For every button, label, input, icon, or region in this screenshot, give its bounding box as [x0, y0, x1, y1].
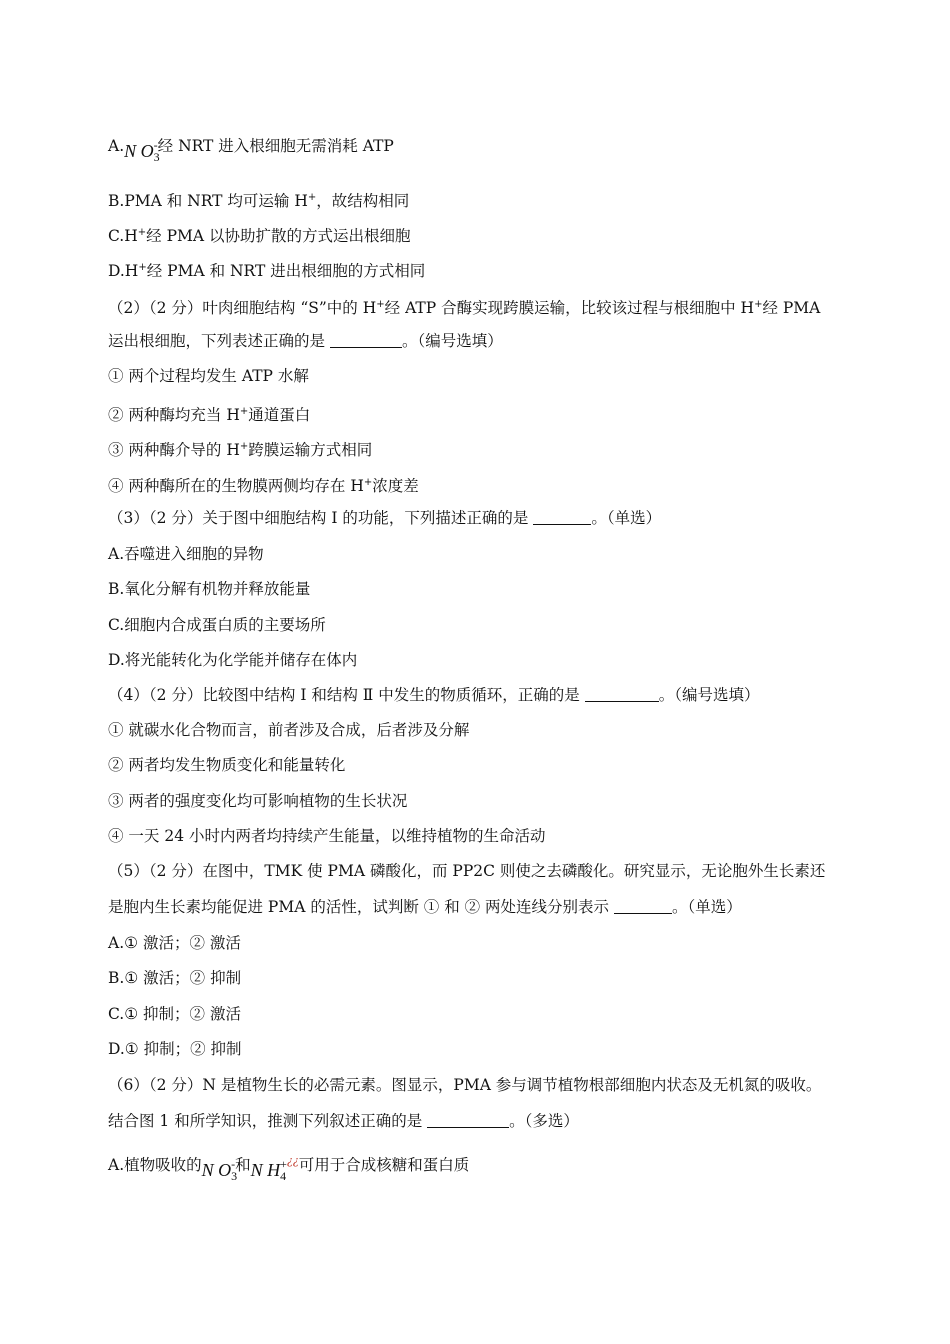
- formula-base: N O: [201, 1160, 232, 1180]
- q4-option-1: [108, 719, 469, 741]
- q2-stem-line2: [108, 330, 503, 352]
- q1-option-b: [108, 187, 409, 212]
- option-text: 和: [235, 1156, 251, 1174]
- option-text: C.H: [108, 227, 138, 245]
- option-text: A.① 激活；② 激活: [108, 934, 241, 952]
- q5-option-d: [108, 1038, 242, 1060]
- option-text: ④ 一天 24 小时内两者均持续产生能量，以维持植物的生命活动: [108, 827, 546, 845]
- option-text: 通道蛋白: [248, 406, 311, 424]
- garbled-glyph: ¿¿: [286, 1154, 299, 1167]
- formula-sup: -: [231, 1157, 236, 1171]
- option-label: A.: [108, 137, 125, 155]
- answer-blank[interactable]: [427, 1113, 509, 1128]
- option-text: D.H: [108, 262, 139, 280]
- q5-option-a: [108, 932, 241, 954]
- formula-sup: -: [153, 138, 158, 152]
- option-text: B.PMA 和 NRT 均可运输 H: [108, 192, 308, 210]
- stem-text: 是胞内生长素均能促进 PMA 的活性，试判断 ① 和 ② 两处连线分别表示: [108, 898, 610, 916]
- q6-stem-line1: [108, 1074, 821, 1096]
- q1-option-a: [108, 128, 394, 162]
- stem-text: （5）（2 分）在图中，TMK 使 PMA 磷酸化，而 PP2C 则使之去磷酸化。研究显示，无论胞外生长素还: [108, 862, 826, 880]
- formula-base: N O: [124, 141, 154, 161]
- stem-tail: 。（单选）: [591, 509, 662, 527]
- q2-option-1: [108, 365, 309, 387]
- superscript: +: [307, 192, 317, 203]
- q5-option-b: [108, 967, 241, 989]
- q3-option-a: [108, 543, 264, 565]
- formula-sub: 3: [153, 150, 160, 164]
- option-text: ，故结构相同: [316, 192, 410, 210]
- superscript: +: [754, 299, 763, 310]
- option-text: ③ 两种酶介导的 H: [108, 441, 240, 459]
- q1-option-d: [108, 257, 425, 282]
- q5-option-c: [108, 1003, 241, 1025]
- stem-tail: 。（编号选填）: [658, 686, 760, 704]
- option-text: B.氧化分解有机物并释放能量: [108, 580, 311, 598]
- q3-option-d: [108, 649, 357, 671]
- formula-sub: 4: [280, 1169, 287, 1183]
- option-text: D.① 抑制；② 抑制: [108, 1040, 242, 1058]
- q3-option-b: [108, 578, 310, 600]
- option-text: ① 两个过程均发生 ATP 水解: [108, 367, 309, 385]
- q2-option-2: [108, 401, 310, 426]
- option-text: 经 PMA 以协助扩散的方式运出根细胞: [146, 227, 411, 245]
- option-text: C.① 抑制；② 激活: [108, 1005, 241, 1023]
- answer-blank[interactable]: [533, 510, 591, 525]
- q1-option-c: [108, 222, 411, 247]
- q2-stem-line1: [108, 294, 820, 319]
- formula-sub: 3: [231, 1169, 238, 1183]
- option-text: A.植物吸收的: [108, 1156, 202, 1174]
- q2-option-4: [108, 472, 419, 497]
- q4-option-4: [108, 825, 546, 847]
- answer-blank[interactable]: [330, 333, 402, 348]
- stem-text: （2）（2 分）叶肉细胞结构 “S”中的 H: [108, 299, 377, 317]
- nitrate-formula: [124, 138, 160, 164]
- option-text: ② 两者均发生物质变化和能量转化: [108, 756, 346, 774]
- option-text: ① 就碳水化合物而言，前者涉及合成，后者涉及分解: [108, 721, 470, 739]
- superscript: +: [376, 299, 385, 310]
- superscript: +: [239, 441, 249, 452]
- stem-text: （6）（2 分）N 是植物生长的必需元素。图显示，PMA 参与调节植物根部细胞内状态及无机氮的吸收。: [108, 1076, 822, 1094]
- superscript: +: [363, 477, 373, 488]
- option-text: 经 NRT 进入根细胞无需消耗 ATP: [157, 137, 394, 155]
- q4-option-2: [108, 754, 345, 776]
- option-text: 浓度差: [372, 477, 419, 495]
- q6-stem-line2: [108, 1110, 579, 1132]
- stem-text: 结合图 1 和所学知识，推测下列叙述正确的是: [108, 1112, 423, 1130]
- nitrate-formula: [201, 1157, 238, 1183]
- superscript: +: [137, 227, 147, 238]
- superscript: +: [138, 262, 147, 273]
- stem-text: （4）（2 分）比较图中结构 Ⅰ 和结构 Ⅱ 中发生的物质循环，正确的是: [108, 686, 580, 704]
- option-text: C.细胞内合成蛋白质的主要场所: [108, 616, 326, 634]
- q6-option-a: [108, 1147, 469, 1181]
- q5-stem-line2: [108, 896, 742, 918]
- q5-stem-line1: [108, 860, 825, 882]
- stem-text: 运出根细胞，下列表述正确的是: [108, 332, 326, 350]
- option-text: ② 两种酶均充当 H: [108, 406, 240, 424]
- stem-tail: 。（单选）: [672, 898, 742, 916]
- stem-text: 经 PMA: [762, 299, 821, 317]
- stem-tail: 。（多选）: [509, 1112, 579, 1130]
- ammonium-formula: [250, 1157, 287, 1183]
- q3-option-c: [108, 614, 326, 636]
- q3-stem: [108, 507, 661, 529]
- option-text: ③ 两者的强度变化均可影响植物的生长状况: [108, 792, 408, 810]
- option-text: ④ 两种酶所在的生物膜两侧均存在 H: [108, 477, 364, 495]
- stem-text: （3）（2 分）关于图中细胞结构 Ⅰ 的功能，下列描述正确的是: [108, 509, 529, 527]
- option-text: 可用于合成核糖和蛋白质: [298, 1156, 470, 1174]
- q2-option-3: [108, 436, 372, 461]
- formula-base: N H: [250, 1160, 281, 1180]
- option-text: 经 PMA 和 NRT 进出根细胞的方式相同: [146, 262, 426, 280]
- option-text: 跨膜运输方式相同: [248, 441, 373, 459]
- q4-stem: [108, 684, 759, 706]
- option-text: A.吞噬进入细胞的异物: [108, 545, 264, 563]
- q4-option-3: [108, 790, 407, 812]
- option-text: D.将光能转化为化学能并储存在体内: [108, 651, 358, 669]
- answer-blank[interactable]: [614, 899, 672, 914]
- stem-tail: 。（编号选填）: [401, 332, 503, 350]
- option-text: B.① 激活；② 抑制: [108, 969, 242, 987]
- formula-sup: +: [280, 1157, 287, 1171]
- stem-text: 经 ATP 合酶实现跨膜运输，比较该过程与根细胞中 H: [384, 299, 755, 317]
- superscript: +: [239, 406, 249, 417]
- answer-blank[interactable]: [585, 687, 659, 702]
